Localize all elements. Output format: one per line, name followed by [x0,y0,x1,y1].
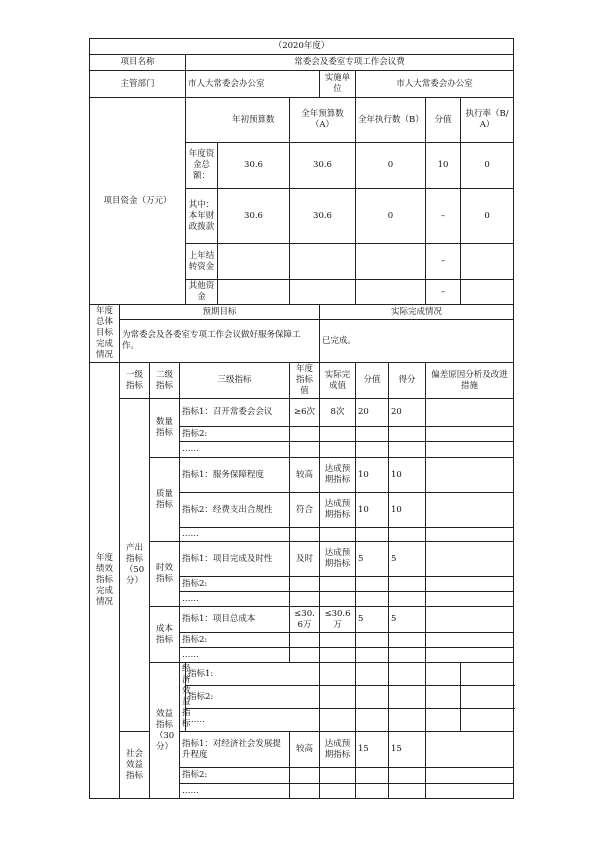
indicator-deviation [426,607,514,633]
indicator-value [356,768,389,784]
indicator-deviation [426,399,514,427]
indicator-name: 指标2: [180,768,290,784]
funds-rate: 0 [461,189,514,244]
funds-header-rate: 执行率（B/A） [461,98,514,143]
perf-header-target: 年度指标值 [290,363,320,399]
indicator-actual: 达成预期指标 [320,458,356,493]
indicator-actual: 达成预期指标 [320,542,356,577]
goals-expected-header: 预期目标 [120,305,320,320]
indicator-score [426,709,461,732]
indicator-actual [320,577,356,592]
indicator-actual: ≤30.6万 [320,607,356,633]
funds-initial: 30.6 [218,189,290,244]
funds-score-value: 10 [426,143,461,189]
indicator-value [356,784,389,799]
perf-header-value: 分值 [356,363,389,399]
indicator-score [389,784,426,799]
indicator-actual [320,442,356,458]
dept-label: 主管部门 [90,71,186,98]
indicator-actual: 8次 [320,399,356,427]
indicator-actual [320,427,356,442]
indicator-deviation [426,768,514,784]
indicator-deviation [461,663,514,686]
funds-header-initial: 年初预算数 [218,98,290,143]
indicator-name: …… [180,784,290,799]
indicator-score [389,648,426,663]
output-indicator-label: 产出指标（50分） [120,399,150,732]
indicator-target [290,648,320,663]
indicator-actual [356,663,389,686]
indicator-actual [320,528,356,542]
indicator-deviation [426,577,514,592]
indicator-actual [356,686,389,709]
funds-rate [461,280,514,305]
indicator-target: 及时 [290,542,320,577]
indicator-value [356,633,389,648]
indicator-score [389,768,426,784]
economic-label: 经济效益指标 [180,663,186,732]
indicator-name: 指标2: [180,427,290,442]
indicator-value: 5 [356,607,389,633]
funds-executed [356,244,426,280]
funds-header-annual: 全年预算数（A） [290,98,356,143]
indicator-score: 5 [389,607,426,633]
social-label: 社会效益指标 [120,732,150,799]
indicator-score [389,427,426,442]
indicator-target [320,709,356,732]
indicator-score [389,592,426,607]
indicator-target [290,427,320,442]
project-name-label: 项目名称 [90,55,186,71]
indicator-name: …… [180,648,290,663]
timeliness-label: 时效指标 [150,542,180,607]
indicator-deviation [426,458,514,493]
perf-header-deviation: 偏差原因分析及改进措施 [426,363,514,399]
year-title: （2020年度） [90,39,514,55]
indicator-deviation [426,732,514,768]
funds-row-label: 年度资金总额： [186,143,218,189]
indicator-actual: 达成预期指标 [320,493,356,528]
indicator-score [389,577,426,592]
indicator-target: 较高 [290,458,320,493]
funds-annual [290,244,356,280]
indicator-target [290,528,320,542]
indicator-name: 指标1：召开常委会会议 [180,399,290,427]
indicator-name: 指标1：对经济社会发展提升程度 [180,732,290,768]
indicator-name: 指标1：项目完成及时性 [180,542,290,577]
funds-annual: 30.6 [290,189,356,244]
indicator-target: ≥6次 [290,399,320,427]
funds-executed [356,280,426,305]
funds-annual: 30.6 [290,143,356,189]
indicator-value [389,663,426,686]
impl-label: 实施单位 [320,71,356,98]
indicator-score: 5 [389,542,426,577]
indicator-target [290,442,320,458]
funds-score-value: – [426,280,461,305]
funds-executed: 0 [356,143,426,189]
funds-score-value: – [426,189,461,244]
indicator-deviation [426,427,514,442]
funds-rate: 0 [461,143,514,189]
indicator-deviation [426,648,514,663]
evaluation-table [89,38,514,799]
quantity-label: 数量指标 [150,399,180,458]
indicator-target [290,768,320,784]
indicator-name: …… [180,442,290,458]
indicator-value: 15 [356,732,389,768]
indicator-score: 20 [389,399,426,427]
funds-header-value: 分值 [426,98,461,143]
indicator-target: 较高 [290,732,320,768]
indicator-actual [320,768,356,784]
funds-annual [290,280,356,305]
indicator-deviation [426,442,514,458]
indicator-target [290,633,320,648]
indicator-actual [320,648,356,663]
indicator-name: 指标2: [186,686,320,709]
dept-value: 市人大常委会办公室 [186,71,320,98]
indicator-score [389,633,426,648]
indicator-value [389,686,426,709]
indicator-deviation [426,493,514,528]
funds-label: 项目资金（万元） [90,98,186,305]
indicator-value [356,427,389,442]
indicator-actual: 达成预期指标 [320,732,356,768]
indicator-target [320,686,356,709]
indicator-deviation [461,686,514,709]
funds-row-label: 其他资金 [186,280,218,305]
indicator-value [356,577,389,592]
perf-header-level1: 一级指标 [120,363,150,399]
indicator-score [389,528,426,542]
evaluation-form [89,38,513,799]
goals-actual: 已完成。 [320,320,514,363]
benefit-indicator-label: 效益指标（30分） [150,663,180,799]
quality-label: 质量指标 [150,458,180,542]
funds-corner [186,98,218,143]
indicator-target: ≤30.6万 [290,607,320,633]
indicator-target [320,663,356,686]
goals-label: 年度总体目标完成情况 [90,305,120,363]
indicator-actual [356,709,389,732]
indicator-name: 指标1: [186,663,320,686]
goals-expected: 为常委会及各委室专项工作会议做好服务保障工作。 [120,320,320,363]
indicator-deviation [426,528,514,542]
funds-row-label: 其中：本年财政拨款 [186,189,218,244]
indicator-value [356,648,389,663]
indicator-deviation [426,784,514,799]
perf-header-score: 得分 [389,363,426,399]
perf-header-level3: 三级指标 [180,363,290,399]
indicator-value: 20 [356,399,389,427]
funds-initial [218,244,290,280]
impl-value: 市人大常委会办公室 [356,71,514,98]
indicator-name: 指标1：服务保障程度 [180,458,290,493]
indicator-value [389,709,426,732]
perf-header-level2: 二级指标 [150,363,180,399]
indicator-name: …… [180,592,290,607]
indicator-name: 指标1：项目总成本 [180,607,290,633]
indicator-score [426,686,461,709]
funds-initial [218,280,290,305]
indicator-target: 符合 [290,493,320,528]
goals-actual-header: 实际完成情况 [320,305,514,320]
indicator-name: 指标2: [180,633,290,648]
indicator-actual [320,633,356,648]
indicator-actual [320,784,356,799]
indicator-score: 10 [389,458,426,493]
indicator-deviation [426,592,514,607]
funds-header-executed: 全年执行数（B） [356,98,426,143]
indicator-value: 5 [356,542,389,577]
funds-rate [461,244,514,280]
funds-score-value: – [426,244,461,280]
funds-initial: 30.6 [218,143,290,189]
indicator-name: …… [180,528,290,542]
cost-label: 成本指标 [150,607,180,663]
project-name: 常委会及委室专项工作会议费 [186,55,514,71]
indicator-value [356,528,389,542]
indicator-deviation [426,633,514,648]
indicator-score [389,442,426,458]
indicator-value [356,592,389,607]
indicator-target [290,577,320,592]
indicator-value [356,442,389,458]
indicator-value: 10 [356,458,389,493]
indicator-deviation [461,709,514,732]
indicator-target [290,784,320,799]
indicator-score: 15 [389,732,426,768]
funds-executed: 0 [356,189,426,244]
indicator-name: …… [186,709,320,732]
perf-header-actual: 实际完成值 [320,363,356,399]
funds-row-label: 上年结转资金 [186,244,218,280]
indicator-name: 指标2：经费支出合规性 [180,493,290,528]
indicator-actual [320,592,356,607]
indicator-target [290,592,320,607]
indicator-name: 指标2: [180,577,290,592]
perf-label: 年度绩效指标完成情况 [90,363,120,799]
indicator-score: 10 [389,493,426,528]
indicator-value: 10 [356,493,389,528]
indicator-deviation [426,542,514,577]
indicator-score [426,663,461,686]
